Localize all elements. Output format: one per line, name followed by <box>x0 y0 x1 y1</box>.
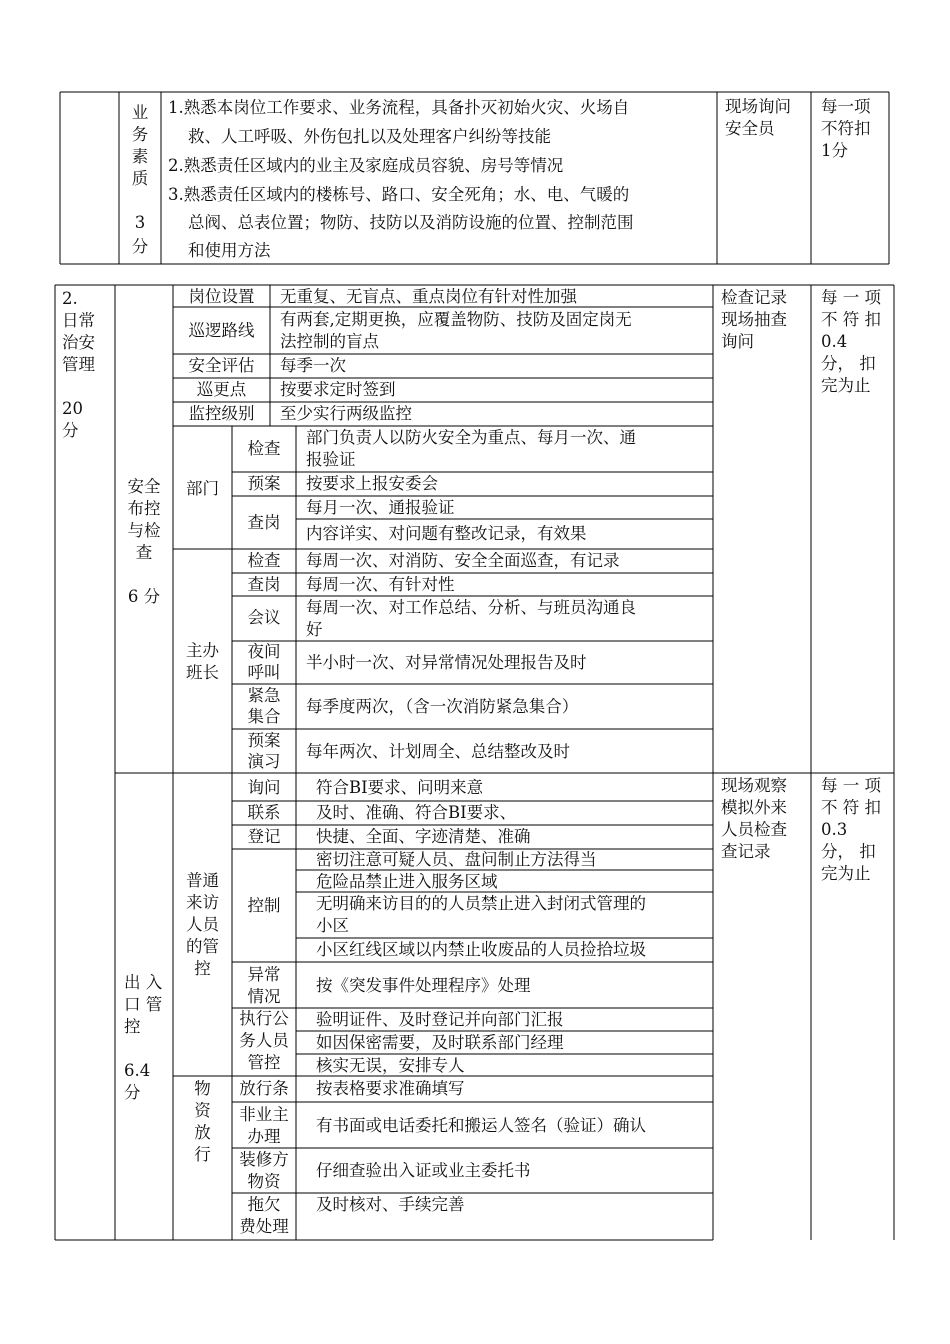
visitors-req: 危险品禁止进入服务区域 <box>316 872 498 891</box>
leader-item: 集合 <box>247 707 281 726</box>
quality-label <box>119 102 161 190</box>
leader-req: 每季度两次，（含一次消防紧急集合） <box>306 697 579 716</box>
leader-label: 班长 <box>186 663 219 682</box>
visitors-label: 普通 <box>186 871 219 890</box>
access-method: 模拟外来 <box>721 798 787 817</box>
access-title: 控 <box>124 1017 141 1036</box>
access-title: 口 管 <box>124 995 163 1014</box>
row-item: 巡更点 <box>196 380 247 399</box>
quality-unit: 分 <box>131 237 149 256</box>
dept-plan-req: 按要求上报安委会 <box>306 474 438 493</box>
leader-req: 每年两次、计划周全、总结整改及时 <box>306 742 570 761</box>
goods-item: 费处理 <box>239 1217 289 1236</box>
section-number: 2. <box>62 289 78 308</box>
visitors-item: 联系 <box>247 803 281 822</box>
security-method: 检查记录 <box>721 288 787 307</box>
goods-item: 非业主 <box>239 1105 289 1124</box>
goods-req: 及时核对、手续完善 <box>316 1195 465 1214</box>
quality-label-char: 业 <box>131 103 149 122</box>
quality-label-char: 素 <box>131 147 149 166</box>
access-deduction: 每 一 项 <box>821 776 881 795</box>
dept-post-req: 每月一次、通报验证 <box>306 498 455 517</box>
leader-item: 紧急 <box>247 686 281 705</box>
section-name-line-2: 治安 <box>62 333 95 352</box>
visitors-req: 按《突发事件处理程序》处理 <box>316 976 531 995</box>
leader-req: 每周一次、有针对性 <box>306 575 455 594</box>
leader-item: 演习 <box>247 752 281 771</box>
dept-label: 部门 <box>186 479 219 498</box>
row-item: 监控级别 <box>188 404 255 423</box>
access-deduction: 不 符 扣 <box>821 798 881 817</box>
visitors-item: 管控 <box>247 1053 281 1072</box>
visitors-item: 异常 <box>247 965 281 984</box>
security-title-line-4: 查 <box>135 543 153 562</box>
goods-item: 装修方 <box>239 1150 289 1169</box>
access-deduction: 分， 扣 <box>821 842 876 861</box>
visitors-label: 来访 <box>186 893 219 912</box>
dept-post-item: 查岗 <box>247 513 281 532</box>
security-deduction: 0.4 <box>821 332 848 351</box>
dept-check-req: 报验证 <box>306 450 356 469</box>
dept-check-req: 部门负责人以防火安全为重点、每月一次、通 <box>306 428 636 447</box>
goods-label: 行 <box>194 1145 211 1164</box>
visitors-item: 情况 <box>247 987 281 1006</box>
section-name-line-1: 日常 <box>62 311 95 330</box>
quality-score: 3 <box>134 213 146 232</box>
row-requirement: 按要求定时签到 <box>280 380 396 399</box>
dept-plan-item: 预案 <box>247 474 281 493</box>
visitors-req: 验明证件、及时登记并向部门汇报 <box>316 1010 564 1029</box>
row-requirement: 法控制的盲点 <box>280 332 379 351</box>
row-requirement: 至少实行两级监控 <box>280 404 412 423</box>
leader-req: 好 <box>306 620 323 639</box>
security-title-line-3: 与检 <box>127 521 161 540</box>
dept-post-req: 内容详实、对问题有整改记录，有效果 <box>306 524 587 543</box>
visitors-label: 人员 <box>186 915 219 934</box>
visitors-req: 无明确来访目的的人员禁止进入封闭式管理的 <box>316 894 646 913</box>
visitors-req: 符合BI要求、问明来意 <box>316 778 484 797</box>
security-deduction: 不 符 扣 <box>821 310 881 329</box>
check-method-line-1: 现场询问 <box>725 97 791 116</box>
visitors-item: 控制 <box>247 896 281 915</box>
visitors-req: 快捷、全面、字迹清楚、准确 <box>316 827 531 846</box>
quality-label-char: 质 <box>131 169 149 188</box>
section-unit: 分 <box>62 421 79 440</box>
access-method: 人员检查 <box>721 820 787 839</box>
leader-item: 夜间 <box>247 642 281 661</box>
requirement-3-line-1: 3.熟悉责任区域内的楼栋号、路口、安全死角；水、电、气暖的 <box>168 185 630 204</box>
goods-req: 仔细查验出入证或业主委托书 <box>316 1161 531 1180</box>
goods-label: 放 <box>194 1123 211 1142</box>
goods-item: 物资 <box>247 1172 281 1191</box>
leader-item: 检查 <box>247 551 281 570</box>
section-name-line-3: 管理 <box>62 355 95 374</box>
access-method: 查记录 <box>721 842 771 861</box>
quality-label-char: 务 <box>131 125 149 144</box>
security-method: 询问 <box>721 332 754 351</box>
visitors-item: 询问 <box>247 778 281 797</box>
security-title-line-2: 布控 <box>127 499 161 518</box>
leader-item: 会议 <box>247 608 281 627</box>
access-method: 现场观察 <box>721 776 787 795</box>
goods-item: 拖欠 <box>247 1195 281 1214</box>
security-score: 6 分 <box>127 587 161 606</box>
goods-item: 放行条 <box>239 1079 289 1098</box>
leader-req: 半小时一次、对异常情况处理报告及时 <box>306 653 587 672</box>
access-deduction: 完为止 <box>821 864 871 883</box>
deduction-line-2: 不符扣 <box>821 119 871 138</box>
leader-label: 主办 <box>186 641 219 660</box>
row-requirement: 有两套,定期更换，应覆盖物防、技防及固定岗无 <box>280 310 632 329</box>
check-method-line-2: 安全员 <box>725 119 775 138</box>
access-title: 出 入 <box>124 973 163 992</box>
goods-req: 按表格要求准确填写 <box>316 1079 465 1098</box>
security-deduction: 完为止 <box>821 376 871 395</box>
security-method: 现场抽查 <box>721 310 787 329</box>
section-score: 20 <box>62 399 83 418</box>
row-item: 岗位设置 <box>188 287 255 306</box>
requirement-1-line-1: 1.熟悉本岗位工作要求、业务流程，具备扑灭初始火灾、火场自 <box>168 98 630 117</box>
access-score: 6.4 <box>124 1061 151 1080</box>
leader-item: 查岗 <box>247 575 281 594</box>
leader-req: 每周一次、对消防、安全全面巡查，有记录 <box>306 551 620 570</box>
security-title-line-1: 安全 <box>127 477 161 496</box>
requirement-3-line-3: 和使用方法 <box>188 241 271 260</box>
access-deduction: 0.3 <box>821 820 848 839</box>
leader-item: 呼叫 <box>247 663 281 682</box>
row-requirement: 每季一次 <box>280 356 346 375</box>
leader-req: 每周一次、对工作总结、分析、与班员沟通良 <box>306 598 636 617</box>
visitors-item: 执行公 <box>239 1009 289 1028</box>
requirement-1-line-2: 救、人工呼吸、外伤包扎以及处理客户纠纷等技能 <box>188 127 551 146</box>
visitors-req: 小区红线区域以内禁止收废品的人员捡拾垃圾 <box>316 940 646 959</box>
security-deduction: 分， 扣 <box>821 354 876 373</box>
deduction-line-3: 1分 <box>821 141 848 160</box>
visitors-item: 登记 <box>247 827 281 846</box>
visitors-req: 及时、准确、符合BI要求、 <box>316 803 517 822</box>
requirement-2: 2.熟悉责任区域内的业主及家庭成员容貌、房号等情况 <box>168 156 564 175</box>
visitors-req: 密切注意可疑人员、盘问制止方法得当 <box>316 850 597 869</box>
visitors-label: 的管 <box>186 937 219 956</box>
deduction-line-1: 每一项 <box>821 97 871 116</box>
visitors-req: 核实无误，安排专人 <box>316 1056 465 1075</box>
access-unit: 分 <box>124 1083 141 1102</box>
visitors-item: 务人员 <box>239 1031 289 1050</box>
requirement-3-line-2: 总阀、总表位置；物防、技防以及消防设施的位置、控制范围 <box>188 213 634 232</box>
row-item: 安全评估 <box>188 356 255 375</box>
security-deduction: 每 一 项 <box>821 288 881 307</box>
goods-label: 物 <box>194 1079 211 1098</box>
goods-item: 办理 <box>247 1127 281 1146</box>
goods-req: 有书面或电话委托和搬运人签名（验证）确认 <box>316 1116 646 1135</box>
row-item: 巡逻路线 <box>188 321 255 340</box>
row-requirement: 无重复、无盲点、重点岗位有针对性加强 <box>280 287 577 306</box>
visitors-req: 如因保密需要，及时联系部门经理 <box>316 1033 564 1052</box>
visitors-req: 小区 <box>316 916 349 935</box>
leader-item: 预案 <box>247 731 281 750</box>
dept-check-item: 检查 <box>247 439 281 458</box>
visitors-label: 控 <box>194 959 211 978</box>
goods-label: 资 <box>194 1101 211 1120</box>
